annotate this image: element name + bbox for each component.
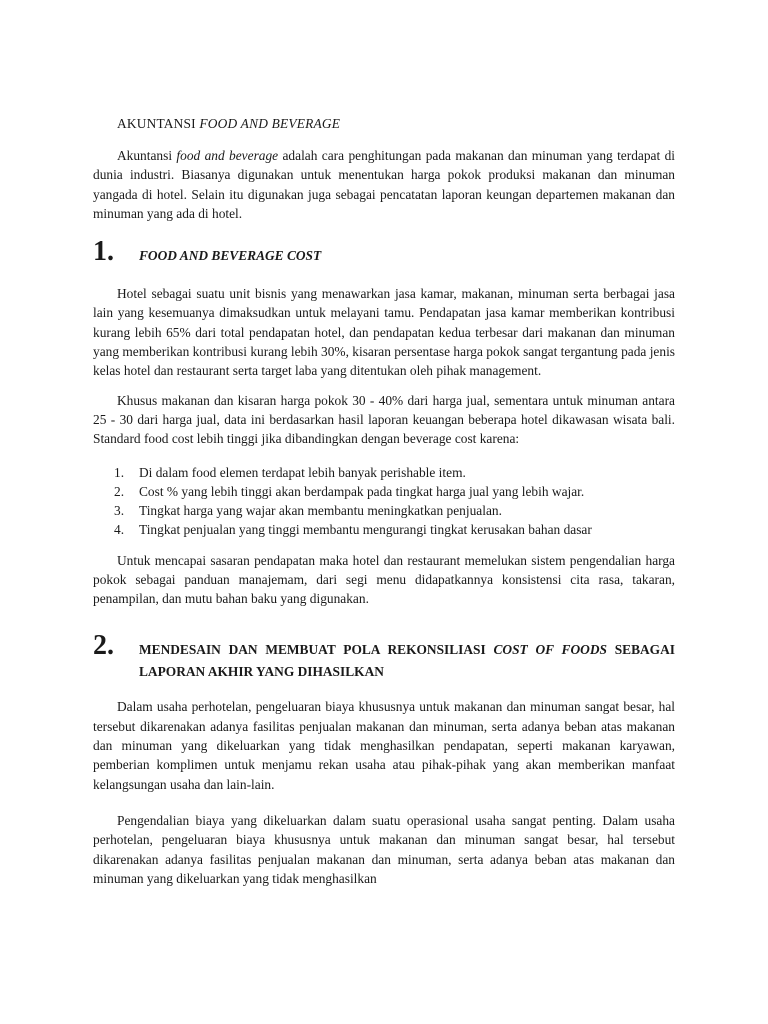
intro-part-b: food and beverage bbox=[176, 148, 279, 163]
list-item-number: 2. bbox=[114, 483, 125, 499]
list-item-text: Tingkat penjualan yang tinggi membantu mengurangi tingkat kerusakan bahan dasar bbox=[139, 521, 592, 537]
list-item-text: Di dalam food elemen terdapat lebih banyak perishable item. bbox=[139, 464, 466, 480]
list-item-text: Tingkat harga yang wajar akan membantu meningkatkan penjualan. bbox=[139, 502, 502, 518]
section-2-heading bbox=[93, 631, 675, 683]
section-2-title-a: MENDESAIN DAN MEMBUAT POLA REKONSILIASI bbox=[139, 642, 494, 658]
section-2-paragraph-1: Dalam usaha perhotelan, pengeluaran biaya khususnya untuk makanan dan minuman sangat besar, hal tersebut dikarenakan adanya fasilitas penjualan makanan dan minuman, serta adanya beban atas makanan dan minuman yang dikeluarkan yang tidak menghasilkan pendapatan, seperti makanan karyawan, pemberian komplimen untuk menjamu rekan usaha atau pihak-pihak yang akan memberikan manfaat kelangsungan usaha dan lain-lain. bbox=[93, 699, 675, 792]
list-item bbox=[93, 482, 675, 501]
section-1-title: FOOD AND BEVERAGE COST bbox=[139, 248, 322, 264]
document-body bbox=[93, 116, 675, 888]
title-italic: FOOD AND BEVERAGE bbox=[199, 116, 341, 131]
section-2-paragraph-2: Pengendalian biaya yang dikeluarkan dalam suatu operasional usaha sangat penting. Dalam usaha perhotelan, pengeluaran biaya khususnya untuk makanan dan minuman sangat besar, hal tersebut dikarenakan adanya fasilitas penjualan makanan dan minuman, serta adanya beban atas makanan dan minuman yang dikeluarkan yang tidak menghasilkan bbox=[93, 812, 675, 886]
list-item-number: 3. bbox=[114, 502, 125, 518]
list-item bbox=[93, 501, 675, 520]
section-2-title-italic: COST OF FOODS bbox=[493, 642, 607, 658]
list-item bbox=[93, 520, 675, 539]
document-title bbox=[117, 116, 675, 132]
section-1-paragraph-3: Untuk mencapai sasaran pendapatan maka hotel dan restaurant memelukan sistem pengendalian harga pokok sebagai panduan manajemam, dari segi menu didapatkannya konsistensi cita rasa, takaran, penampilan, dan mutu bahan baku yang digunakan. bbox=[93, 552, 675, 607]
section-1-number: 1. bbox=[93, 236, 114, 268]
title-prefix: AKUNTANSI bbox=[117, 116, 200, 131]
section-2-title bbox=[139, 639, 675, 683]
section-2-title-b: SEBAGAI LAPORAN AKHIR YANG DIHASILKAN bbox=[139, 642, 675, 680]
section-1-heading bbox=[93, 237, 675, 267]
intro-part-c: adalah cara penghitungan pada makanan dan minuman yang terdapat di dunia industri. Biasanya digunakan untuk menentukan harga pokok produksi makanan dan minuman yangada di hotel. Selain itu digunakan juga sebagai pencatatan laporan keungan departemen makanan dan minuman yang ada di hotel. bbox=[93, 148, 675, 221]
section-1-paragraph-1: Hotel sebagai suatu unit bisnis yang menawarkan jasa kamar, makanan, minuman serta berbagai jasa lain yang kesemuanya dimaksudkan untuk melayani tamu. Pendapatan jasa kamar memberikan kontribusi kurang lebih 65% dari total pendapatan hotel, dan pendapatan kedua terbesar dari makanan dan minuman yang memberikan kontribusi kurang lebih 30%, kisaran persentase harga pokok sangat tergantung pada jenis kelas hotel dan restaurant serta target laba yang ditentukan oleh pihak management. bbox=[93, 286, 675, 379]
list-item-number: 1. bbox=[114, 464, 125, 480]
intro-part-a: Akuntansi bbox=[117, 148, 177, 163]
list-item-text: Cost % yang lebih tinggi akan berdampak pada tingkat harga jual yang lebih wajar. bbox=[139, 483, 585, 499]
section-2-number: 2. bbox=[93, 630, 114, 662]
section-1-list bbox=[93, 463, 675, 539]
intro-paragraph bbox=[93, 146, 675, 223]
list-item-number: 4. bbox=[114, 521, 125, 537]
list-item bbox=[93, 463, 675, 482]
section-1-paragraph-2: Khusus makanan dan kisaran harga pokok 30 - 40% dari harga jual, sementara untuk minuman antara 25 - 30 dari harga jual, data ini berdasarkan hasil laporan keuangan beberapa hotel dikawasan wisata bali. Standard food cost lebih tinggi jika dibandingkan dengan beverage cost karena: bbox=[93, 392, 675, 447]
